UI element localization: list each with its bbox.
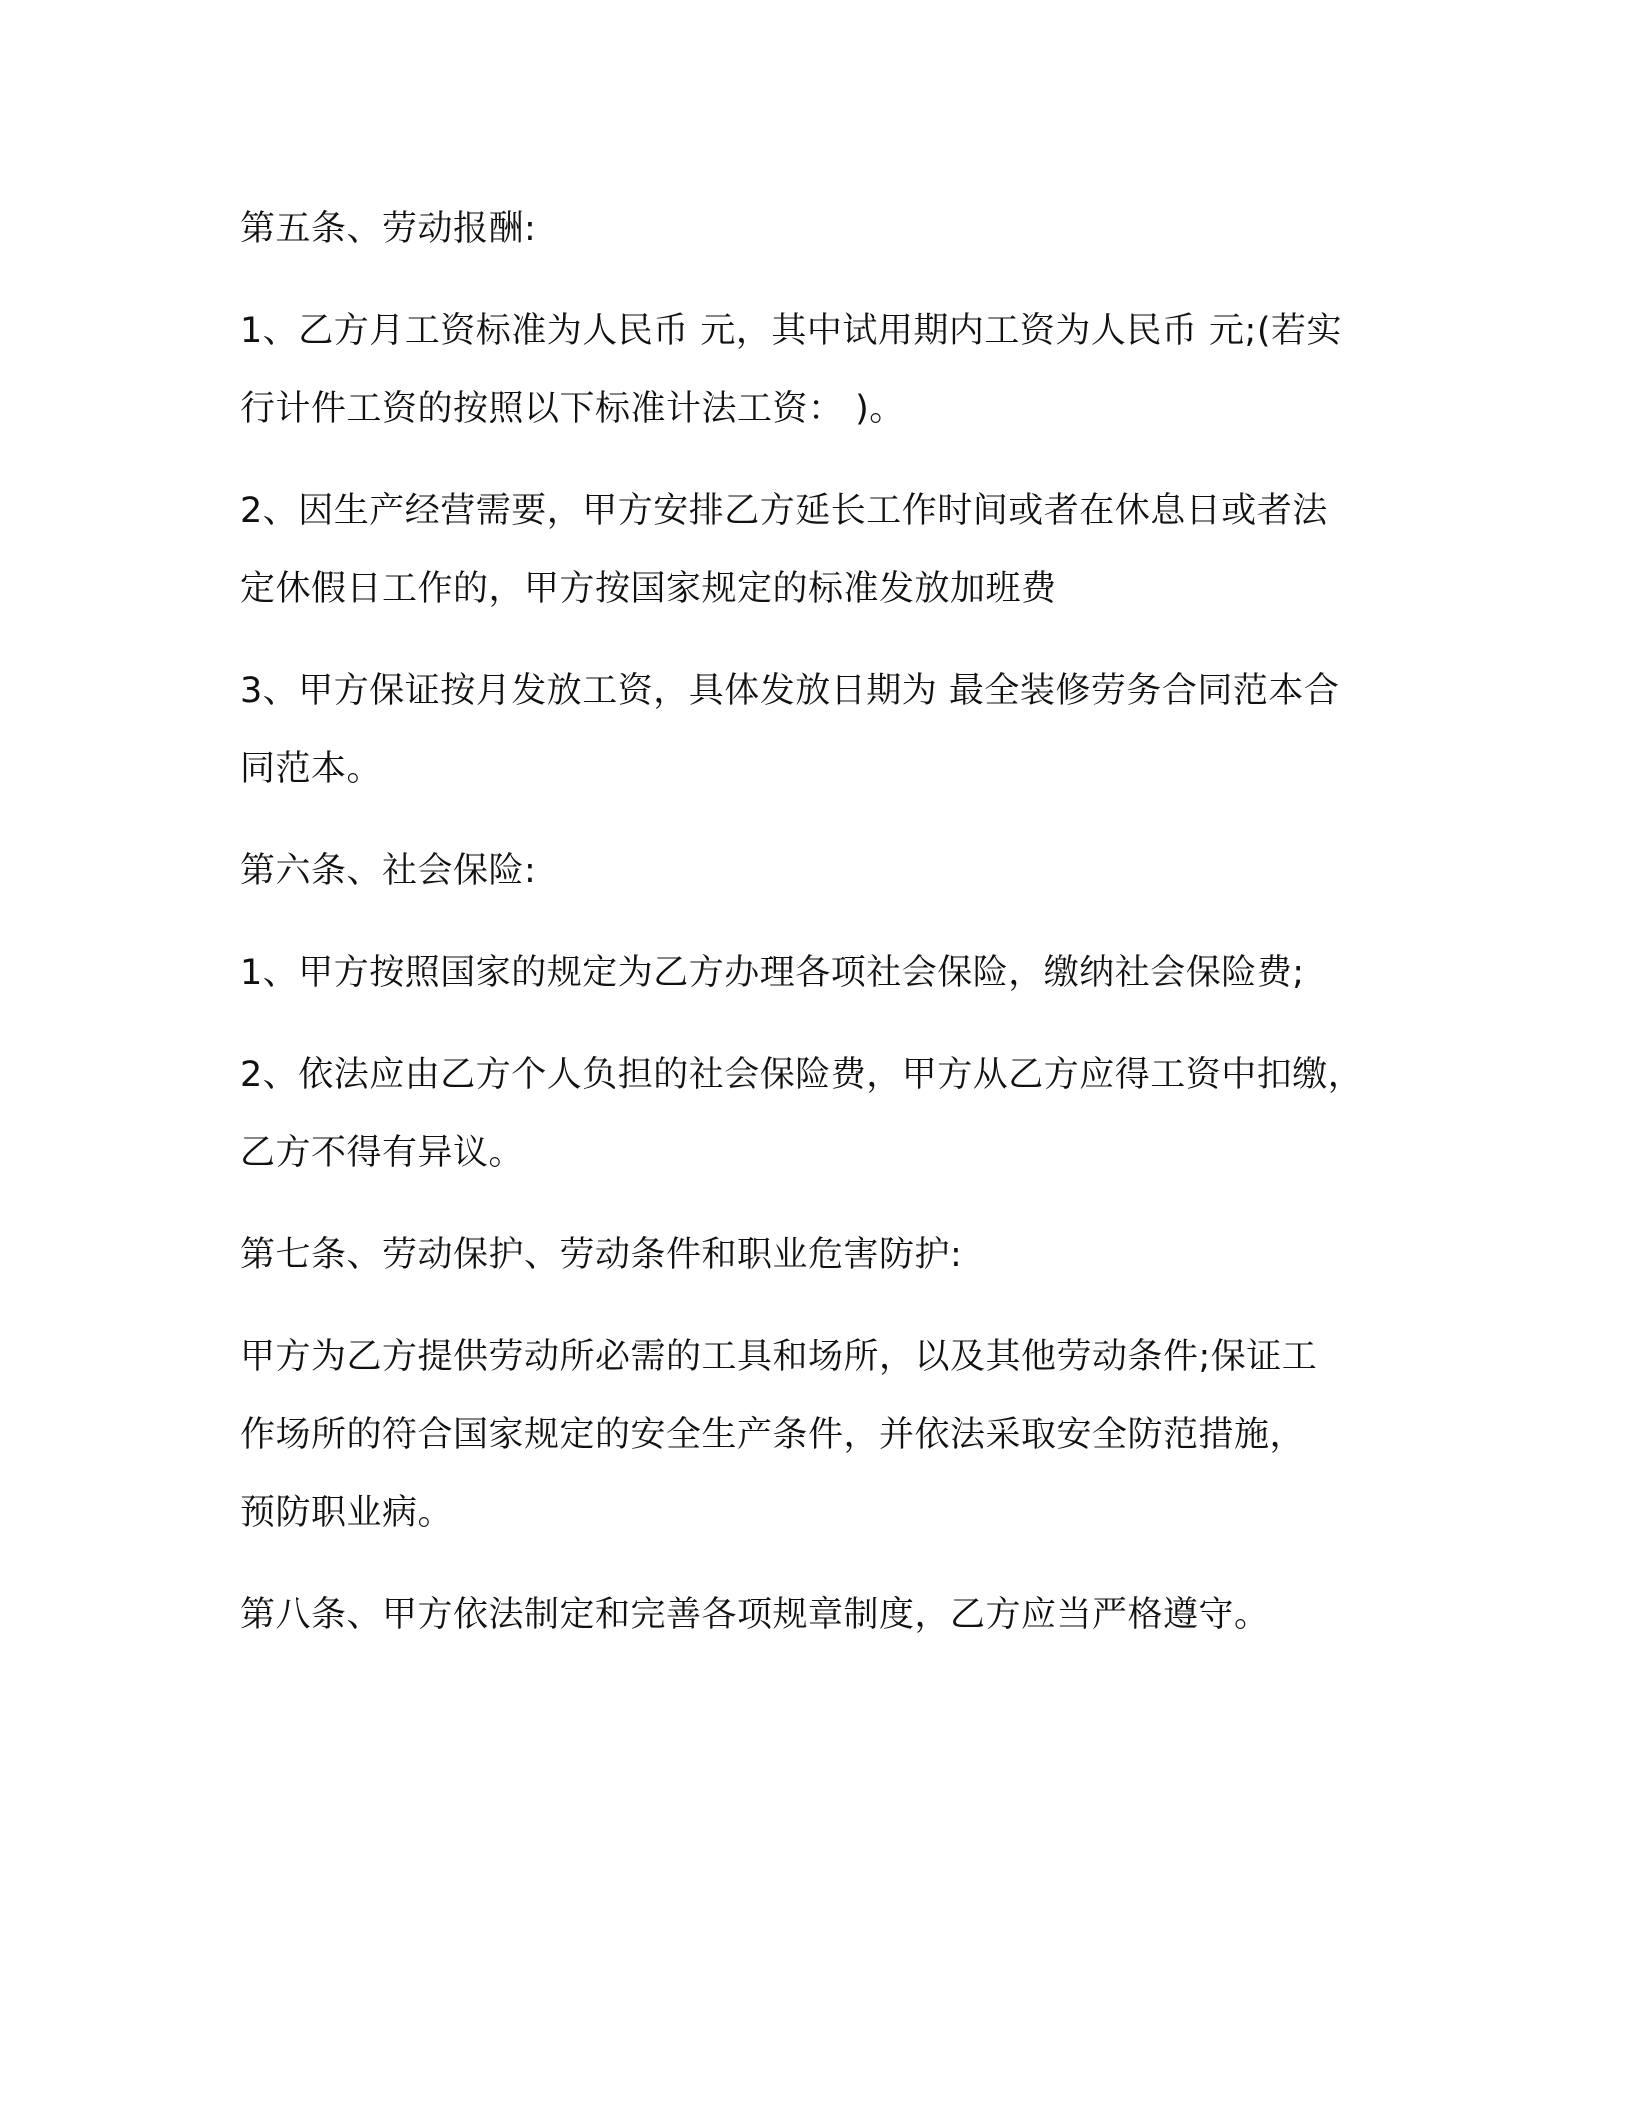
text-line: 乙方不得有异议。 <box>240 1133 525 1173</box>
text-line: 行计件工资的按照以下标准计法工资： )。 <box>240 389 905 429</box>
article-6-clause-2 <box>240 1036 1400 1192</box>
text-line: 1、乙方月工资标准为人民币 元，其中试用期内工资为人民币 元;(若实 <box>240 311 1342 351</box>
text-line: 定休假日工作的，甲方按国家规定的标准发放加班费 <box>240 569 1057 609</box>
article-7-heading <box>240 1216 1400 1294</box>
article-8 <box>240 1576 1400 1654</box>
article-5-clause-2 <box>240 472 1400 628</box>
text-line: 1、甲方按照国家的规定为乙方办理各项社会保险，缴纳社会保险费; <box>240 953 1305 993</box>
text-line: 2、因生产经营需要，甲方安排乙方延长工作时间或者在休息日或者法 <box>240 491 1328 531</box>
text-line: 第七条、劳动保护、劳动条件和职业危害防护: <box>240 1235 963 1275</box>
text-line: 第六条、社会保险: <box>240 851 537 891</box>
text-line: 甲方为乙方提供劳动所必需的工具和场所，以及其他劳动条件;保证工 <box>240 1337 1318 1377</box>
text-line: 3、甲方保证按月发放工资，具体发放日期为 最全装修劳务合同范本合 <box>240 671 1340 711</box>
text-line: 预防职业病。 <box>240 1493 454 1533</box>
article-5-clause-1 <box>240 292 1400 448</box>
text-line: 2、依法应由乙方个人负担的社会保险费，甲方从乙方应得工资中扣缴， <box>240 1055 1364 1095</box>
article-7-body <box>240 1318 1400 1552</box>
article-5-clause-3 <box>240 652 1400 808</box>
article-6-clause-1 <box>240 934 1400 1012</box>
article-5-heading <box>240 190 1400 268</box>
text-line: 第五条、劳动报酬: <box>240 209 537 249</box>
text-line: 同范本。 <box>240 749 383 789</box>
document-body <box>240 190 1400 1678</box>
text-line: 作场所的符合国家规定的安全生产条件，并依法采取安全防范措施， <box>240 1415 1306 1455</box>
article-6-heading <box>240 832 1400 910</box>
text-line: 第八条、甲方依法制定和完善各项规章制度，乙方应当严格遵守。 <box>240 1595 1270 1635</box>
